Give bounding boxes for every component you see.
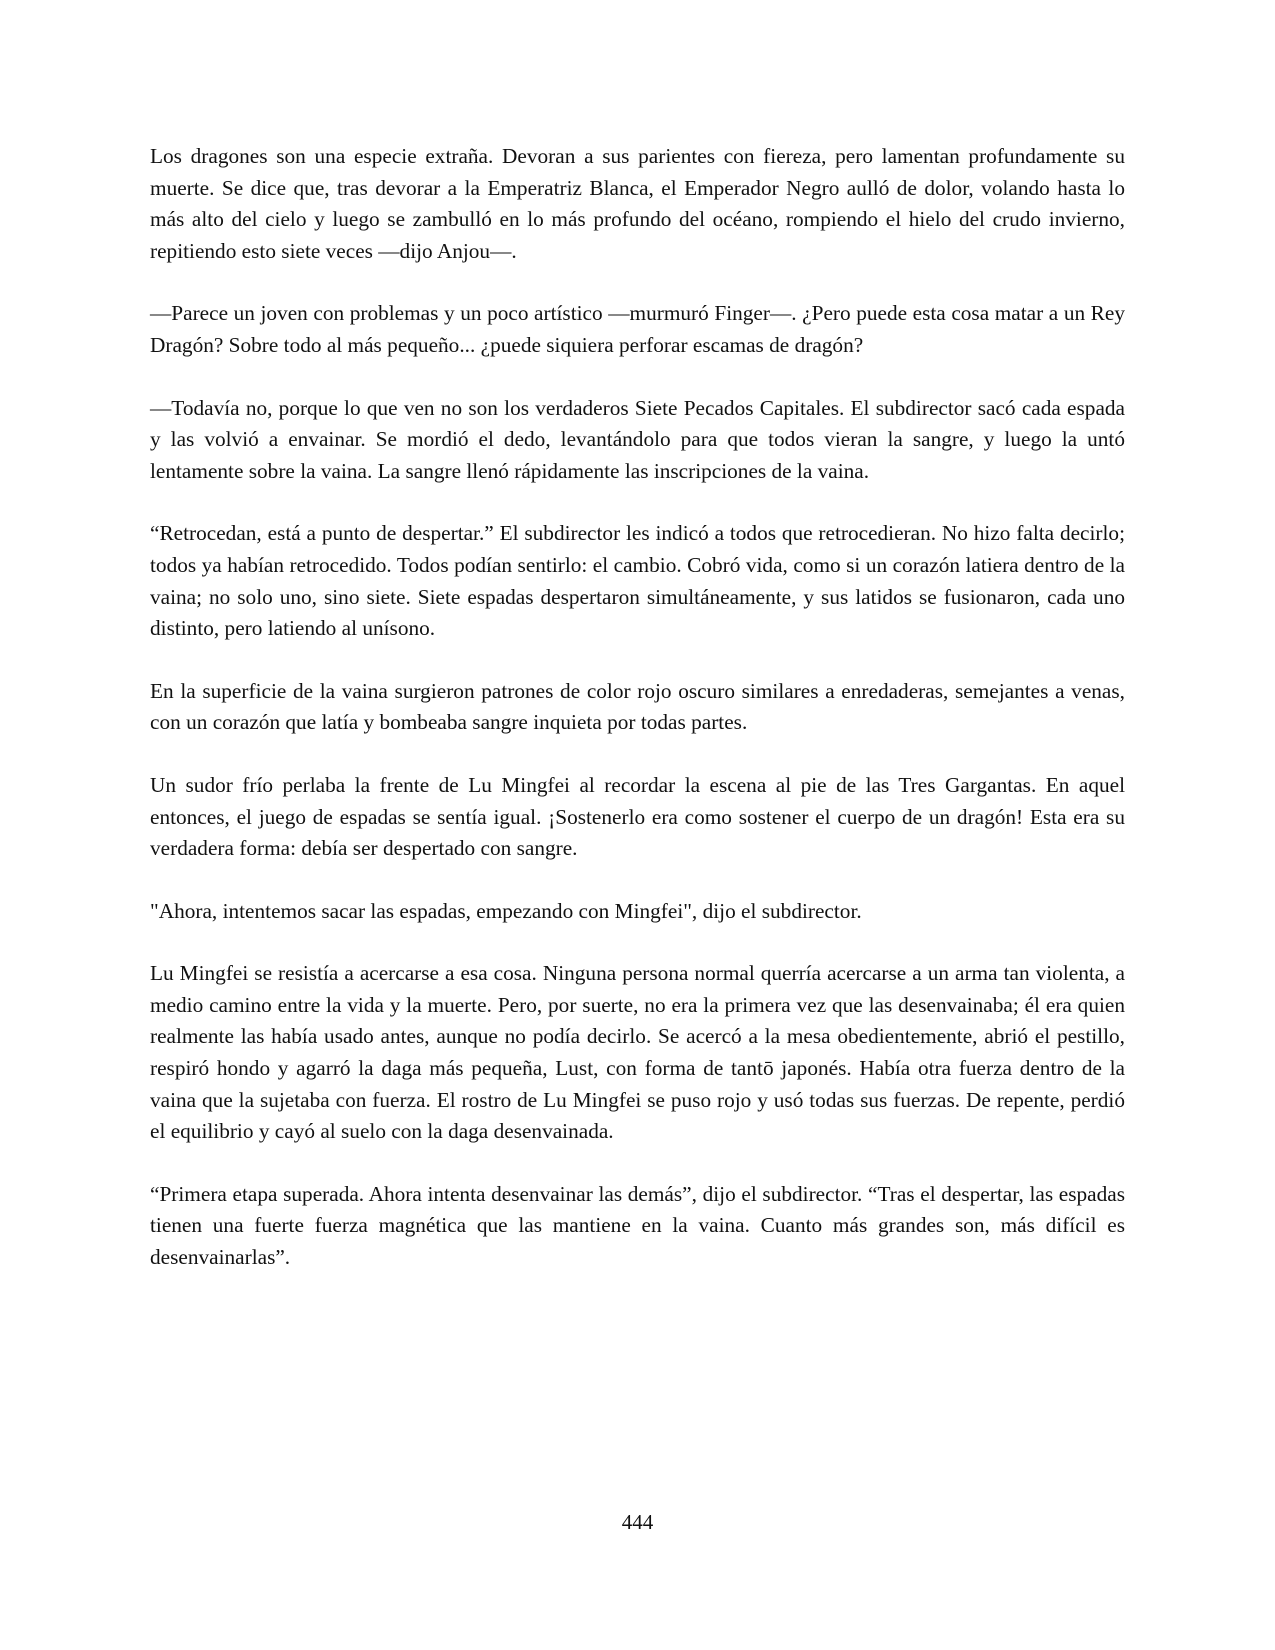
paragraph: “Primera etapa superada. Ahora intenta desenvainar las demás”, dijo el subdirector. “Tras el despertar, las espadas tienen una fuerte fuerza magnética que las mantiene en la vaina. Cuanto más grandes son, más difícil es desenvainarlas”. [150, 1181, 1125, 1270]
paragraph: Un sudor frío perlaba la frente de Lu Mingfei al recordar la escena al pie de las Tres Gargantas. En aquel entonces, el juego de espadas se sentía igual. ¡Sostenerlo era como sostener el cuerpo de un dragón! Esta era su verdadera forma: debía ser despertado con sangre. [150, 772, 1125, 861]
paragraph: En la superficie de la vaina surgieron patrones de color rojo oscuro similares a enredaderas, semejantes a venas, con un corazón que latía y bombeaba sangre inquieta por todas partes. [150, 678, 1125, 735]
body-text [150, 141, 1125, 1305]
paragraph: "Ahora, intentemos sacar las espadas, empezando con Mingfei", dijo el subdirector. [150, 898, 862, 923]
paragraph: “Retrocedan, está a punto de despertar.” El subdirector les indicó a todos que retrocedieran. No hizo falta decirlo; todos ya habían retrocedido. Todos podían sentirlo: el cambio. Cobró vida, como si un corazón latiera dentro de la vaina; no solo uno, sino siete. Siete espadas despertaron simultáneamente, y sus latidos se fusionaron, cada uno distinto, pero latiendo al unísono. [150, 521, 1125, 641]
paragraph: Los dragones son una especie extraña. Devoran a sus parientes con fiereza, pero lamentan profundamente su muerte. Se dice que, tras devorar a la Emperatriz Blanca, el Emperador Negro aulló de dolor, volando hasta lo más alto del cielo y luego se zambulló en lo más profundo del océano, rompiendo el hielo del crudo invierno, repitiendo esto siete veces —dijo Anjou—. [150, 144, 1125, 263]
page-number: 444 [621, 1510, 654, 1534]
paragraph: —Todavía no, porque lo que ven no son los verdaderos Siete Pecados Capitales. El subdirector sacó cada espada y las volvió a envainar. Se mordió el dedo, levantándolo para que todos vieran la sangre, y luego la untó lentamente sobre la vaina. La sangre llenó rápidamente las inscripciones de la vaina. [150, 395, 1125, 483]
paragraph: —Parece un joven con problemas y un poco artístico —murmuró Finger—. ¿Pero puede esta cosa matar a un Rey Dragón? Sobre todo al más pequeño... ¿puede siquiera perforar escamas de dragón? [150, 301, 1125, 357]
paragraph: Lu Mingfei se resistía a acercarse a esa cosa. Ninguna persona normal querría acercarse a un arma tan violenta, a medio camino entre la vida y la muerte. Pero, por suerte, no era la primera vez que las desenvainaba; él era quien realmente las había usado antes, aunque no podía decirlo. Se acercó a la mesa obedientemente, abrió el pestillo, respiró hondo y agarró la daga más pequeña, Lust, con forma de tantō japonés. Había otra fuerza dentro de la vaina que la sujetaba con fuerza. El rostro de Lu Mingfei se puso rojo y usó todas sus fuerzas. De repente, perdió el equilibrio y cayó al suelo con la daga desenvainada. [150, 961, 1125, 1144]
